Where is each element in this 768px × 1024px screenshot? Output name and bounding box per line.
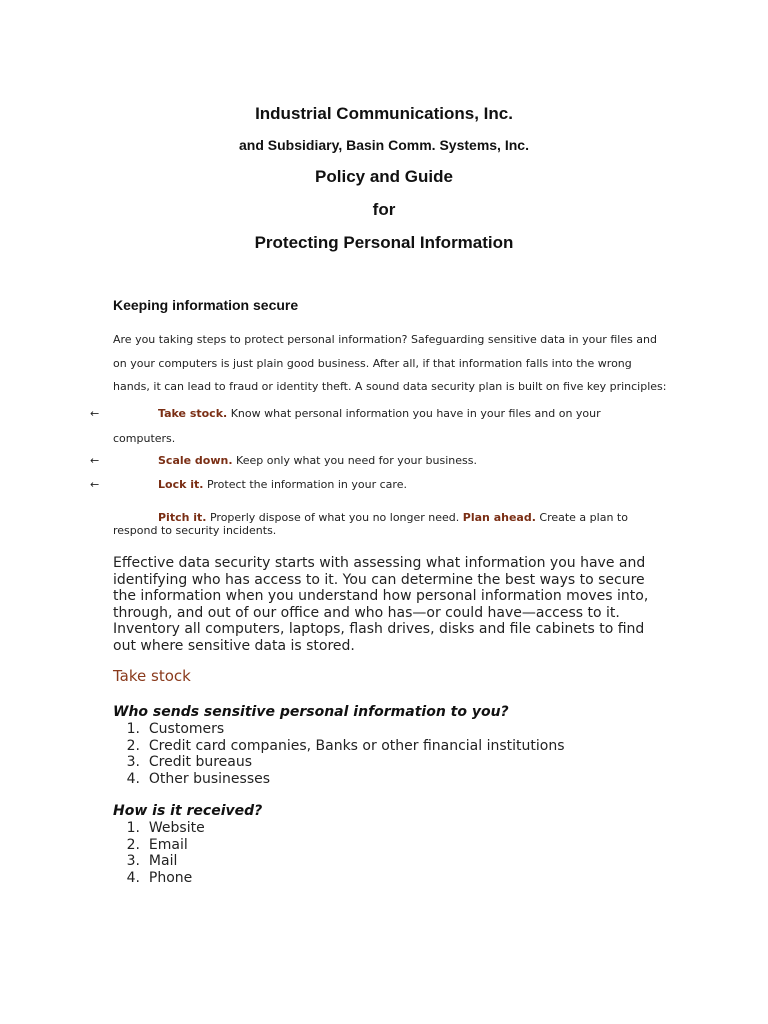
policy-title: Policy and Guide <box>315 167 453 186</box>
principle-text: Properly dispose of what you no longer need. <box>206 511 463 524</box>
intro-line: on your computers is just plain good business. After all, if that information falls into the wrong <box>113 356 632 370</box>
list-item: 4. Phone <box>126 870 193 887</box>
body-paragraph <box>113 555 658 654</box>
list-item: 1. Website <box>126 820 205 836</box>
section-heading: Keeping information secure <box>113 297 299 313</box>
list-item: 3. Credit bureaus <box>126 754 253 771</box>
principle-label: Plan ahead. <box>462 511 536 524</box>
company-title: Industrial Communications, Inc. <box>255 104 513 123</box>
body-line: the information when you understand how personal information moves into, <box>113 588 649 604</box>
intro-line: hands, it can lead to fraud or identity theft. A sound data security plan is built on five key principles: <box>113 380 667 393</box>
left-arrow-icon: ← <box>90 478 100 491</box>
body-line: Effective data security starts with assessing what information you have and <box>113 555 646 571</box>
question-heading: Who sends sensitive personal information to you? <box>113 704 509 720</box>
principle-text: Keep only what you need for your business. <box>232 454 477 467</box>
body-line: out where sensitive data is stored. <box>113 637 355 654</box>
body-line: Inventory all computers, laptops, flash drives, disks and file cabinets to find <box>113 621 645 637</box>
principle-continuation: respond to security incidents. <box>113 524 277 537</box>
subsidiary-title: and Subsidiary, Basin Comm. Systems, Inc. <box>239 137 529 153</box>
body-line: identifying who has access to it. You can determine the best ways to secure <box>113 571 645 588</box>
question-heading: How is it received? <box>113 803 263 819</box>
principle-text: Create a plan to <box>535 511 628 524</box>
list-item: 3. Mail <box>126 853 178 870</box>
principle-lock-it <box>158 478 407 491</box>
intro-line: Are you taking steps to protect personal information? Safeguarding sensitive data in your files and <box>113 333 658 346</box>
list-item: 1. Customers <box>126 721 225 737</box>
take-stock-heading: Take stock <box>113 667 191 685</box>
principle-scale-down <box>158 454 477 467</box>
left-arrow-icon: ← <box>90 407 100 420</box>
body-line: through, and out of our office and who has—or could have—access to it. <box>113 604 620 621</box>
left-arrow-icon: ← <box>90 454 100 467</box>
principle-text: Protect the information in your care. <box>203 478 407 491</box>
principle-label: Pitch it. <box>158 511 207 524</box>
list-item: 2. Credit card companies, Banks or other financial institutions <box>126 737 565 754</box>
list-item: 2. Email <box>126 836 188 853</box>
for-title: for <box>372 200 396 219</box>
principle-label: Scale down. <box>158 454 233 467</box>
principle-label: Lock it. <box>158 478 204 491</box>
principle-continuation: computers. <box>113 432 176 445</box>
topic-title: Protecting Personal Information <box>254 233 514 252</box>
principle-label: Take stock. <box>158 407 228 420</box>
intro-paragraph <box>113 328 673 399</box>
q1-list <box>113 721 565 788</box>
principle-take-stock <box>158 407 601 420</box>
q2-list <box>113 820 205 887</box>
list-item: 4. Other businesses <box>126 771 271 788</box>
principle-text: Know what personal information you have in your files and on your <box>227 407 601 420</box>
principle-pitch-it <box>158 511 628 524</box>
